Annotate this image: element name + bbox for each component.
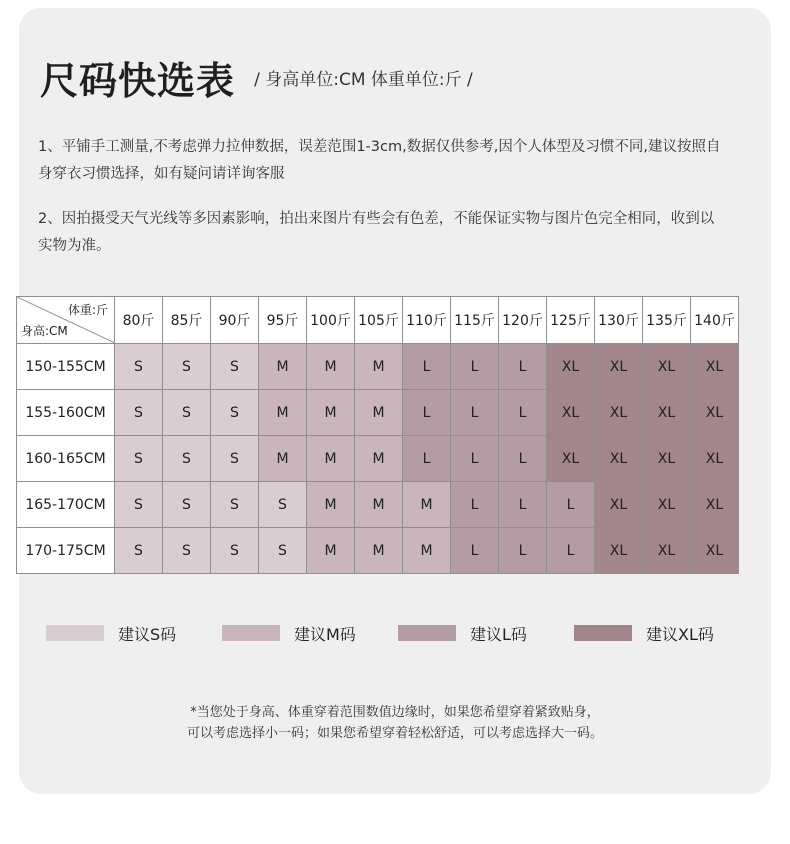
size-cell: M [355,344,403,390]
table-row [17,528,739,574]
legend-label: 建议M码 [294,624,356,644]
size-cell: XL [595,344,643,390]
table-row [17,390,739,436]
size-cell: XL [691,436,739,482]
size-cell: S [115,436,163,482]
size-cell: M [307,436,355,482]
size-cell: XL [643,344,691,390]
size-cell: M [355,482,403,528]
size-cell: S [115,390,163,436]
size-cell: L [403,390,451,436]
size-cell: XL [595,482,643,528]
size-cell: XL [643,482,691,528]
weight-header: 140斤 [691,297,739,344]
size-cell: M [307,390,355,436]
weight-header: 100斤 [307,297,355,344]
weight-header: 105斤 [355,297,403,344]
weight-header: 95斤 [259,297,307,344]
size-cell: L [451,436,499,482]
table-row [17,482,739,528]
size-cell: S [163,390,211,436]
size-cell: L [499,528,547,574]
weight-header: 110斤 [403,297,451,344]
size-cell: S [259,482,307,528]
size-cell: XL [547,390,595,436]
footer-note-line2: 可以考虑选择小一码；如果您希望穿着轻松舒适，可以考虑选择大一码。 [186,726,603,741]
size-cell: L [451,482,499,528]
legend-swatch [222,625,280,641]
weight-header: 115斤 [451,297,499,344]
weight-header: 80斤 [115,297,163,344]
size-cell: L [547,528,595,574]
height-range-cell: 170-175CM [17,528,115,574]
height-range-cell: 165-170CM [17,482,115,528]
size-cell: XL [595,528,643,574]
legend-swatch [46,625,104,641]
size-cell: S [211,528,259,574]
size-cell: XL [547,436,595,482]
size-cell: M [307,344,355,390]
size-cell: XL [691,482,739,528]
weight-header: 125斤 [547,297,595,344]
size-cell: M [355,528,403,574]
weight-header: 85斤 [163,297,211,344]
legend-item [574,618,714,648]
table-row [17,344,739,390]
legend-label: 建议L码 [470,624,527,644]
note-measurement: 1、平铺手工测量,不考虑弹力拉伸数据，误差范围1-3cm,数据仅供参考,因个人体型及习惯不同,建议按照自身穿衣习惯选择，如有疑问请详询客服 [38,139,721,182]
size-cell: L [499,436,547,482]
legend-swatch [398,625,456,641]
size-cell: M [355,436,403,482]
size-cell: M [259,344,307,390]
size-cell: XL [691,528,739,574]
size-table [16,296,739,574]
footer-note-line1: *当您处于身高、体重穿着范围数值边缘时，如果您希望穿着紧致贴身， [190,705,600,720]
size-cell: L [403,344,451,390]
size-cell: S [163,528,211,574]
height-range-cell: 155-160CM [17,390,115,436]
units-caption: / 身高单位:CM 体重单位:斤 / [254,70,473,90]
header [40,50,473,105]
size-cell: S [163,436,211,482]
table-corner [17,297,115,344]
size-cell: L [451,528,499,574]
size-cell: M [403,482,451,528]
legend-item [222,618,356,648]
table-row [17,436,739,482]
weight-header: 120斤 [499,297,547,344]
legend-label: 建议S码 [118,624,177,644]
size-cell: S [211,436,259,482]
size-cell: L [451,390,499,436]
legend-item [398,618,527,648]
size-cell: S [115,344,163,390]
size-cell: S [115,482,163,528]
size-cell: L [499,344,547,390]
page-title: 尺码快选表 [40,59,236,103]
note-color-difference: 2、因拍摄受天气光线等多因素影响，拍出来图片有些会有色差，不能保证实物与图片色完全相同，收到以实物为准。 [38,211,715,254]
size-cell: XL [547,344,595,390]
size-cell: XL [691,344,739,390]
corner-weight-label: 体重:斤 [67,303,108,317]
size-cell: S [211,390,259,436]
size-cell: M [259,436,307,482]
weight-header: 90斤 [211,297,259,344]
corner-height-label: 身高:CM [21,324,68,338]
weight-header: 130斤 [595,297,643,344]
size-cell: S [163,482,211,528]
size-cell: XL [643,436,691,482]
size-cell: L [499,482,547,528]
size-legend [46,618,746,648]
height-range-cell: 150-155CM [17,344,115,390]
size-cell: M [259,390,307,436]
size-cell: M [403,528,451,574]
legend-swatch [574,625,632,641]
size-cell: XL [643,528,691,574]
size-cell: XL [595,436,643,482]
size-cell: XL [595,390,643,436]
size-cell: XL [643,390,691,436]
size-cell: L [547,482,595,528]
weight-header-row [17,297,739,344]
size-cell: S [115,528,163,574]
weight-header: 135斤 [643,297,691,344]
size-cell: M [307,528,355,574]
size-cell: L [499,390,547,436]
size-cell: L [451,344,499,390]
size-cell: M [307,482,355,528]
size-cell: L [403,436,451,482]
size-cell: XL [691,390,739,436]
height-range-cell: 160-165CM [17,436,115,482]
size-cell: S [211,344,259,390]
legend-label: 建议XL码 [646,624,714,644]
size-cell: S [163,344,211,390]
size-cell: S [211,482,259,528]
size-cell: M [355,390,403,436]
size-cell: S [259,528,307,574]
legend-item [46,618,176,648]
size-table-body [17,344,739,574]
